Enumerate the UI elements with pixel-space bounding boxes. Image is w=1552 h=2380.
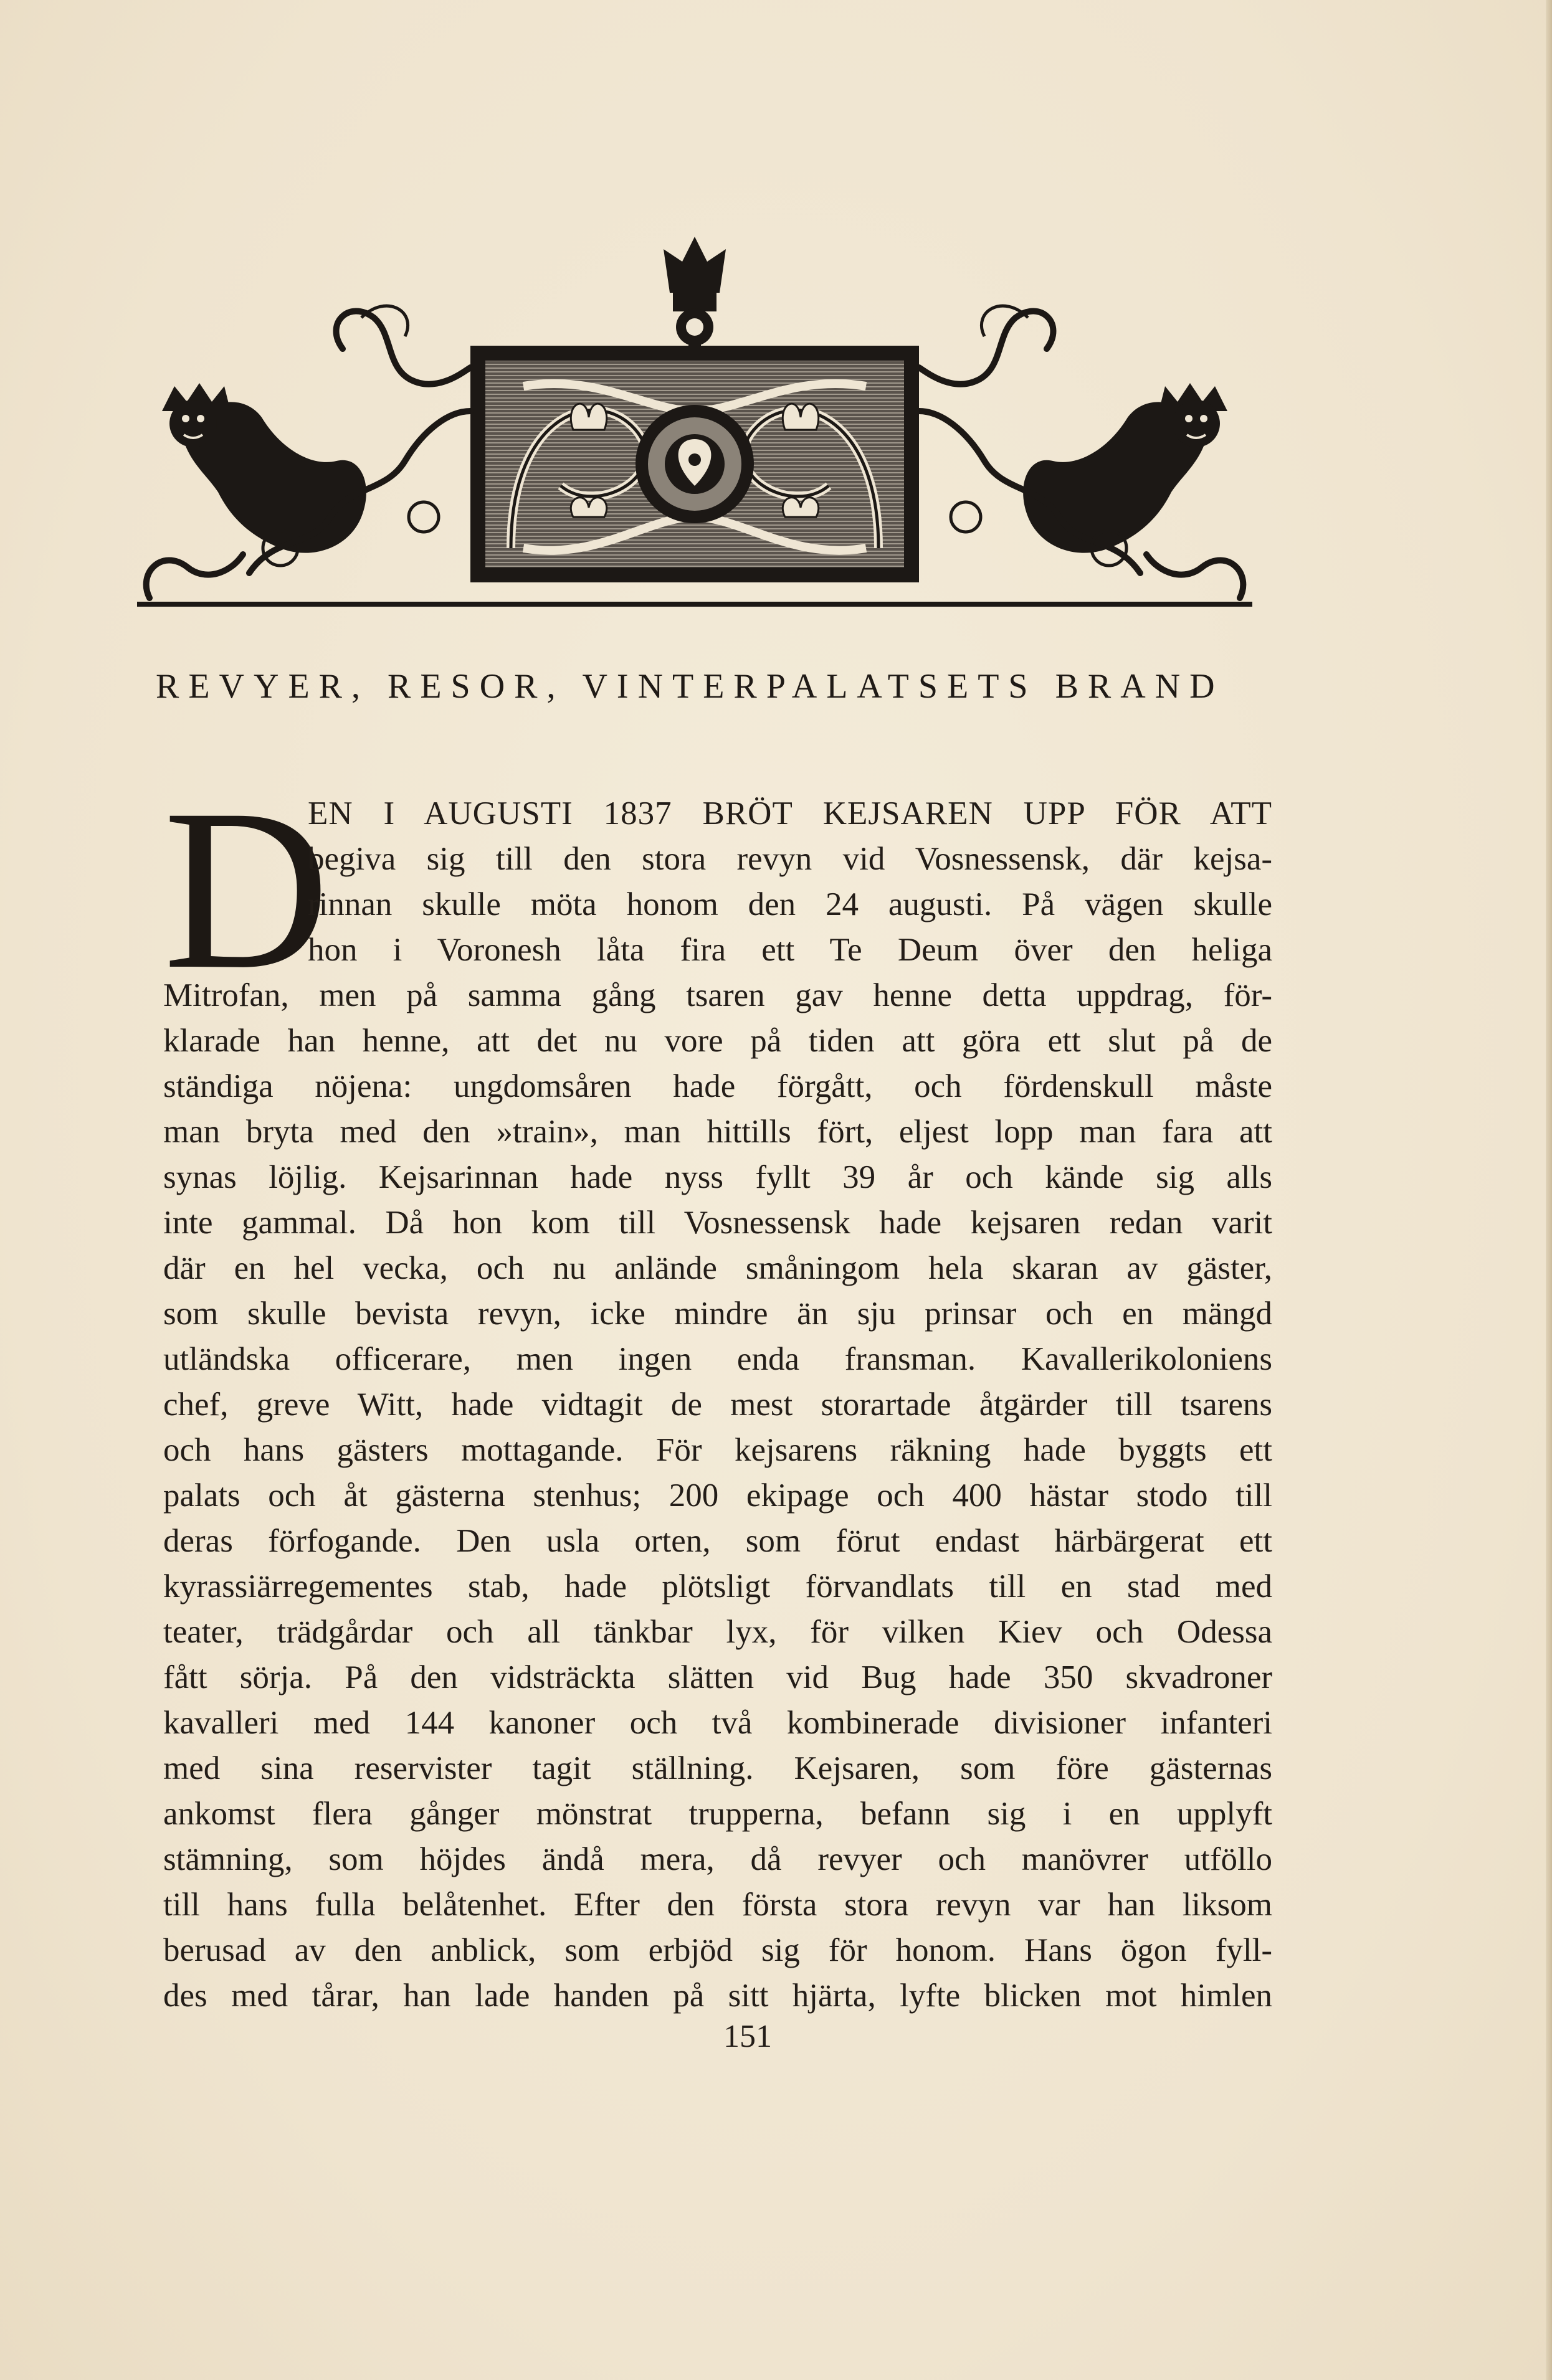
text-line: teater, trädgårdar och all tänkbar lyx, för vilken Kiev och Odessa	[163, 1614, 1272, 1650]
text-line: hon i Voronesh låta fira ett Te Deum över den heliga	[308, 932, 1272, 968]
text-line: kyrassiärregementes stab, hade plötsligt förvandlats till en stad med	[163, 1568, 1272, 1605]
page-number: 151	[723, 2019, 772, 2054]
text-line: fått sörja. På den vidsträckta slätten vid Bug hade 350 skvadroner	[163, 1659, 1272, 1695]
text-line: ankomst flera gånger mönstrat trupperna, befann sig i en upplyft	[163, 1796, 1272, 1832]
text-line: man bryta med den »train», man hittills fört, eljest lopp man fara att	[163, 1114, 1272, 1150]
text-line: som skulle bevista revyn, icke mindre än sju prinsar och en mängd	[163, 1296, 1272, 1332]
page-edge	[1546, 0, 1552, 2380]
text-line: med sina reservister tagit ställning. Kejsaren, som före gästernas	[163, 1750, 1272, 1786]
text-line: rinnan skulle möta honom den 24 augusti. På vägen skulle	[308, 886, 1272, 922]
text-line: Mitrofan, men på samma gång tsaren gav henne detta uppdrag, för-	[163, 977, 1272, 1013]
text-line: chef, greve Witt, hade vidtagit de mest storartade åtgärder till tsarens	[163, 1387, 1272, 1423]
text-line: EN I AUGUSTI 1837 BRÖT KEJSAREN UPP FÖR ATT	[308, 795, 1272, 832]
text-line: ständiga nöjena: ungdomsåren hade förgått, och fördenskull måste	[163, 1068, 1272, 1104]
body-text	[163, 762, 1272, 2024]
text-line: berusad av den anblick, som erbjöd sig för honom. Hans ögon fyll-	[163, 1932, 1272, 1968]
text-line: deras förfogande. Den usla orten, som förut endast härbärgerat ett	[163, 1523, 1272, 1559]
text-line: begiva sig till den stora revyn vid Vosnessensk, där kejsa-	[308, 841, 1272, 877]
text-line: klarade han henne, att det nu vore på tiden att göra ett slut på de	[163, 1023, 1272, 1059]
text-line: synas löjlig. Kejsarinnan hade nyss fyllt 39 år och kände sig alls	[163, 1159, 1272, 1195]
text-line: inte gammal. Då hon kom till Vosnessensk hade kejsaren redan varit	[163, 1205, 1272, 1241]
text-line: där en hel vecka, och nu anlände småningom hela skaran av gäster,	[163, 1250, 1272, 1286]
text-line: des med tårar, han lade handen på sitt hjärta, lyfte blicken mot himlen	[163, 1978, 1272, 2014]
text-line: kavalleri med 144 kanoner och två kombinerade divisioner infanteri	[163, 1705, 1272, 1741]
decorative-headpiece	[125, 224, 1265, 623]
text-line: stämning, som höjdes ändå mera, då revyer och manövrer utföllo	[163, 1841, 1272, 1877]
chapter-title: REVYER, RESOR, VINTERPALATSETS BRAND	[156, 667, 1224, 706]
text-line: och hans gästers mottagande. För kejsarens räkning hade byggts ett	[163, 1432, 1272, 1468]
text-line: palats och åt gästerna stenhus; 200 ekipage och 400 hästar stodo till	[163, 1477, 1272, 1514]
text-line: till hans fulla belåtenhet. Efter den första stora revyn var han liksom	[163, 1887, 1272, 1923]
text-line: utländska officerare, men ingen enda fransman. Kavallerikoloniens	[163, 1341, 1272, 1377]
drop-cap: D	[163, 762, 330, 1017]
